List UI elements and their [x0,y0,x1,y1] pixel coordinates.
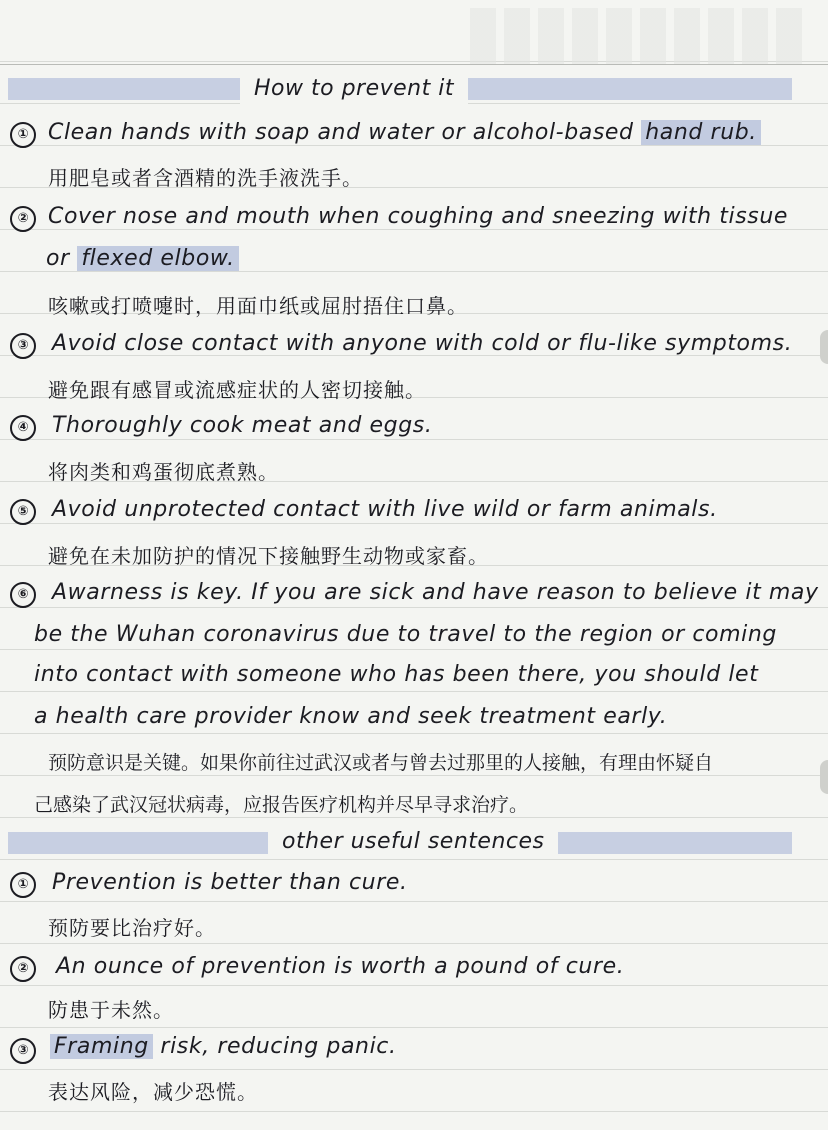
item-chinese-cont: 己感染了武汉冠状病毒，应报告医疗机构并尽早寻求治疗。 [34,794,529,816]
item-chinese: 预防要比治疗好。 [48,916,216,940]
item-chinese: 避免在未加防护的情况下接触野生动物或家畜。 [48,544,489,568]
item-english: Awarness is key. If you are sick and have reason to believe it may [52,580,819,605]
binder-ring [820,760,828,794]
item-english: Cover nose and mouth when coughing and sneezing with tissue [48,204,789,229]
item-english: Avoid unprotected contact with live wild or farm animals. [52,497,718,522]
item-english-cont: be the Wuhan coronavirus due to travel to the region or coming [34,622,777,647]
item-english-cont: a health care provider know and seek treatment early. [34,704,668,729]
section-title: other useful sentences [268,827,558,857]
item-number: ③ [10,333,36,359]
item-chinese: 表达风险，减少恐慌。 [48,1080,258,1104]
item-chinese: 预防意识是关键。如果你前往过武汉或者与曾去过那里的人接触，有理由怀疑自 [48,752,714,774]
item-chinese: 用肥皂或者含酒精的洗手液洗手。 [48,166,363,190]
item-english: Framing risk, reducing panic. [50,1034,397,1059]
item-english-cont: into contact with someone who has been there, you should let [34,662,759,687]
item-number: ④ [10,415,36,441]
item-english-cont: or flexed elbow. [46,246,239,271]
item-english: Thoroughly cook meat and eggs. [52,413,433,438]
item-number: ⑥ [10,582,36,608]
item-number: ② [10,956,36,982]
item-number: ③ [10,1038,36,1064]
item-english: Avoid close contact with anyone with cold or flu-like symptoms. [52,331,793,356]
item-chinese: 将肉类和鸡蛋彻底煮熟。 [48,460,279,484]
top-rule [0,64,828,65]
item-number: ① [10,872,36,898]
binder-ring [820,330,828,364]
section-title: How to prevent it [240,74,468,104]
item-number: ⑤ [10,499,36,525]
item-chinese: 咳嗽或打喷嚏时，用面巾纸或屈肘捂住口鼻。 [48,294,468,318]
item-chinese: 避免跟有感冒或流感症状的人密切接触。 [48,378,426,402]
item-english: Clean hands with soap and water or alcohol-based hand rub. [48,120,761,145]
bleed-through-marks [470,8,810,64]
item-number: ② [10,206,36,232]
item-chinese: 防患于未然。 [48,998,174,1022]
item-english: An ounce of prevention is worth a pound of cure. [56,954,625,979]
item-number: ① [10,122,36,148]
item-english: Prevention is better than cure. [52,870,408,895]
